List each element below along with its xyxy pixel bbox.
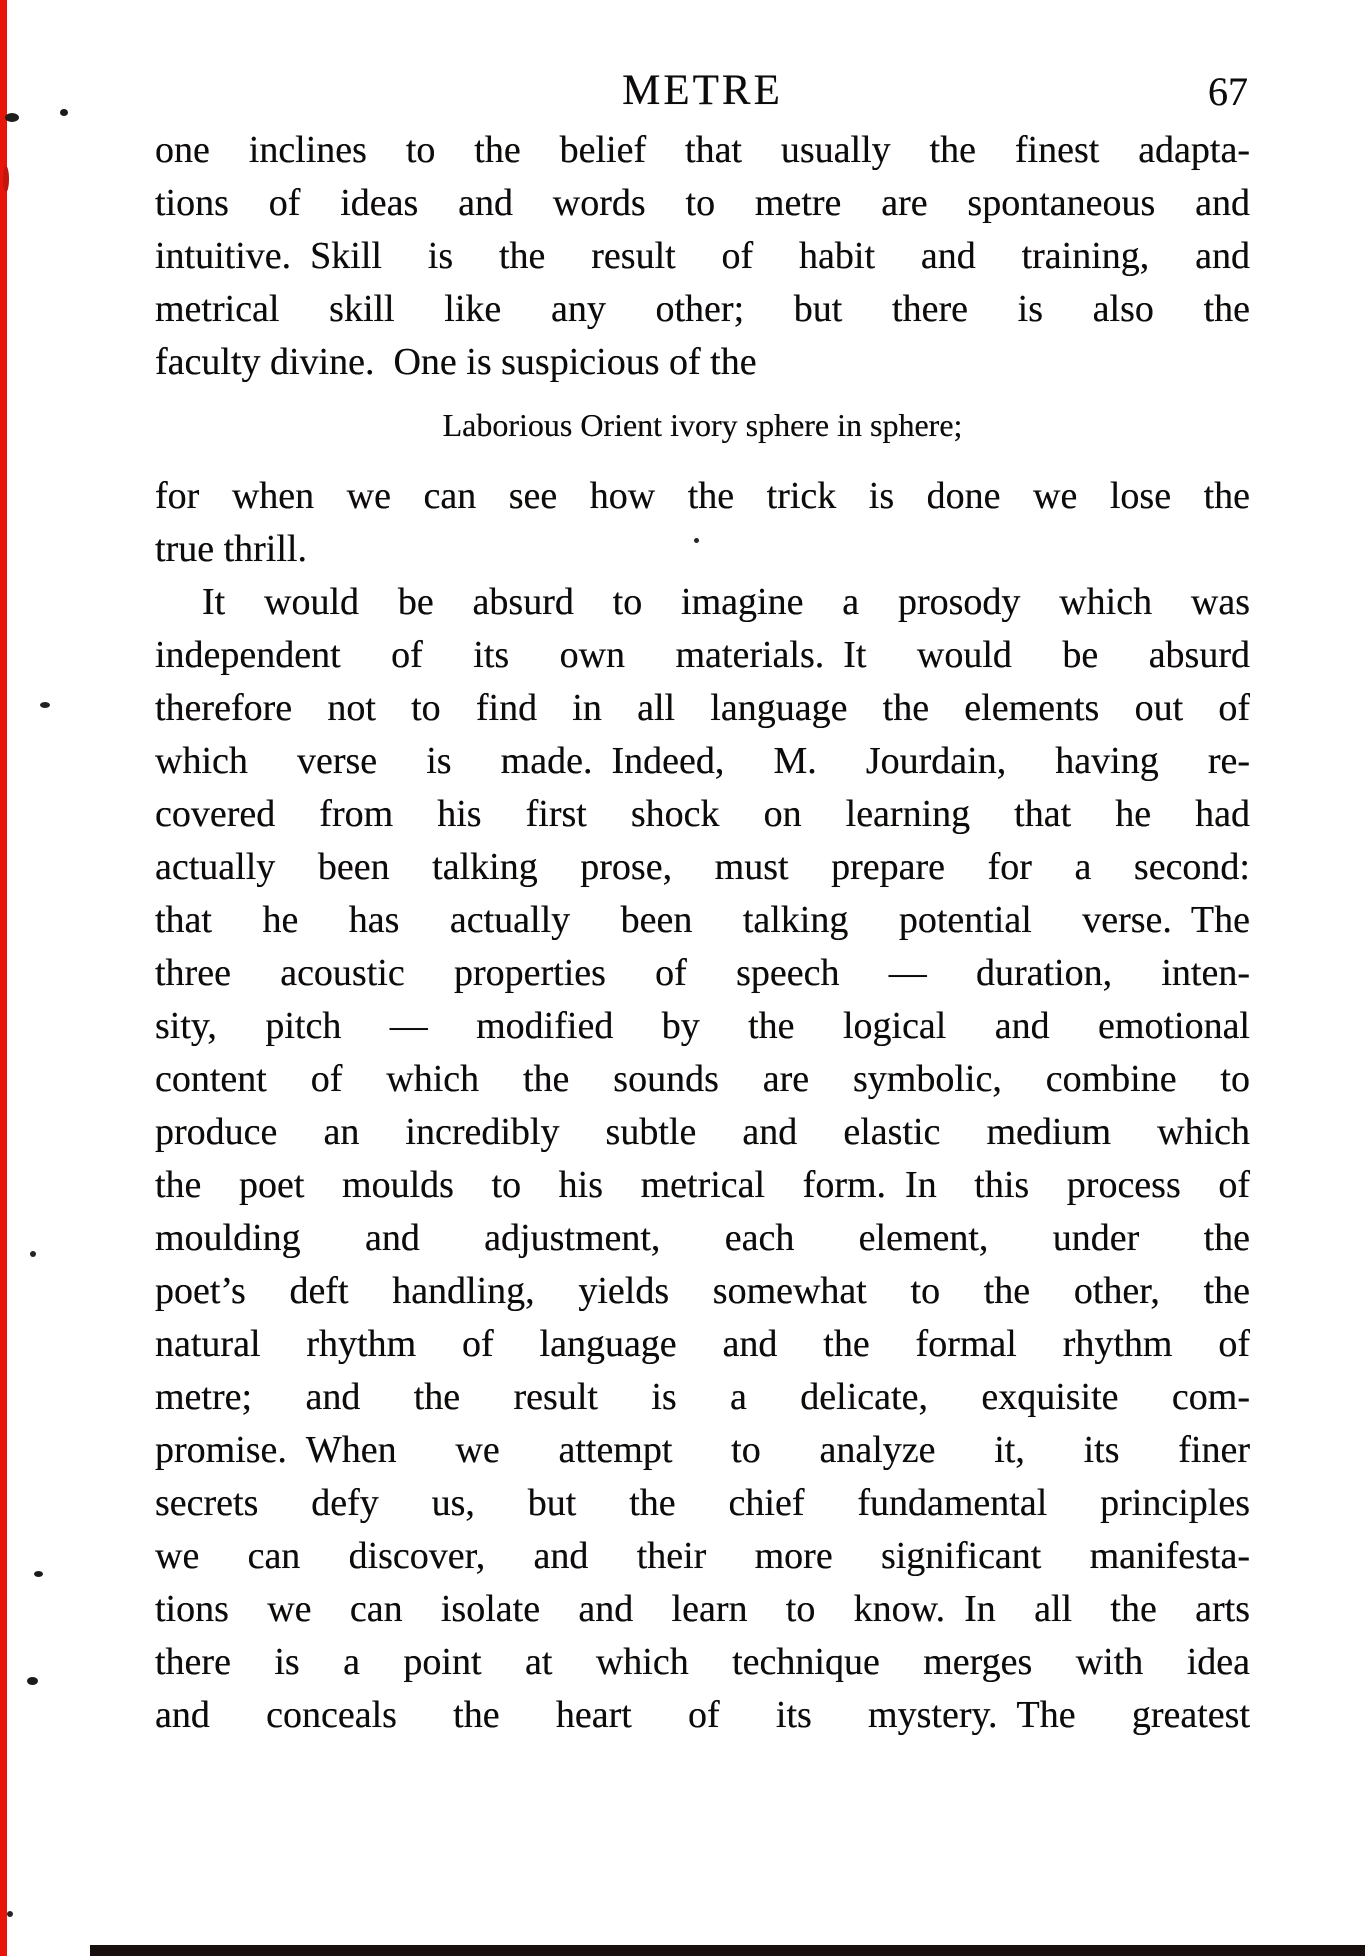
- text-line: we can discover, and their more significant manifesta-: [155, 1535, 1250, 1577]
- text-line: natural rhythm of language and the formal rhythm of: [155, 1323, 1250, 1365]
- text-line: there is a point at which technique merges with idea: [155, 1641, 1250, 1683]
- text-line: faculty divine. One is suspicious of the: [155, 341, 757, 383]
- text-line: that he has actually been talking potential verse. The: [155, 899, 1250, 941]
- text-line: for when we can see how the trick is done we lose the: [155, 475, 1250, 517]
- text-block: [155, 124, 1250, 1742]
- text-line: promise. When we attempt to analyze it, its finer: [155, 1429, 1250, 1471]
- scan-speck: [34, 1571, 43, 1577]
- scan-speck: [60, 109, 68, 116]
- text-line: tions we can isolate and learn to know. In all the arts: [155, 1588, 1250, 1630]
- text-line: independent of its own materials. It would be absurd: [155, 634, 1250, 676]
- text-line: It would be absurd to imagine a prosody which was: [202, 581, 1250, 623]
- page-header: [155, 66, 1250, 120]
- scan-left-edge-stripe: [0, 0, 7, 1956]
- text-line: intuitive. Skill is the result of habit and training, and: [155, 235, 1250, 277]
- scan-speck: [40, 702, 50, 708]
- text-line: actually been talking prose, must prepare for a second:: [155, 846, 1250, 888]
- text-line: therefore not to find in all language the elements out of: [155, 687, 1250, 729]
- text-line: and conceals the heart of its mystery. The greatest: [155, 1694, 1250, 1736]
- text-line: secrets defy us, but the chief fundamental principles: [155, 1482, 1250, 1524]
- text-line: sity, pitch — modified by the logical and emotional: [155, 1005, 1250, 1047]
- text-line: one inclines to the belief that usually the finest adapta-: [155, 129, 1250, 171]
- text-line: covered from his first shock on learning that he had: [155, 793, 1250, 835]
- scan-speck: [30, 1251, 36, 1257]
- text-line: three acoustic properties of speech — duration, inten-: [155, 952, 1250, 994]
- scan-speck: [5, 113, 19, 122]
- text-line: metre; and the result is a delicate, exquisite com-: [155, 1376, 1250, 1418]
- scan-speck: [694, 538, 699, 543]
- scan-bottom-edge-bar: [90, 1945, 1365, 1956]
- scan-speck: [3, 166, 9, 192]
- text-line: true thrill.: [155, 528, 307, 570]
- text-line: moulding and adjustment, each element, under the: [155, 1217, 1250, 1259]
- text-line: the poet moulds to his metrical form. In this process of: [155, 1164, 1250, 1206]
- text-line: metrical skill like any other; but there is also the: [155, 288, 1250, 330]
- verse-line: Laborious Orient ivory sphere in sphere;: [442, 407, 963, 443]
- text-line: tions of ideas and words to metre are spontaneous and: [155, 182, 1250, 224]
- text-line: produce an incredibly subtle and elastic medium which: [155, 1111, 1250, 1153]
- text-line: poet’s deft handling, yields somewhat to the other, the: [155, 1270, 1250, 1312]
- page-title: METRE: [622, 67, 783, 114]
- scan-speck: [27, 1677, 38, 1685]
- text-line: which verse is made. Indeed, M. Jourdain, having re-: [155, 740, 1250, 782]
- text-line: content of which the sounds are symbolic, combine to: [155, 1058, 1250, 1100]
- scan-speck: [7, 1911, 13, 1917]
- page-number: 67: [1208, 69, 1248, 114]
